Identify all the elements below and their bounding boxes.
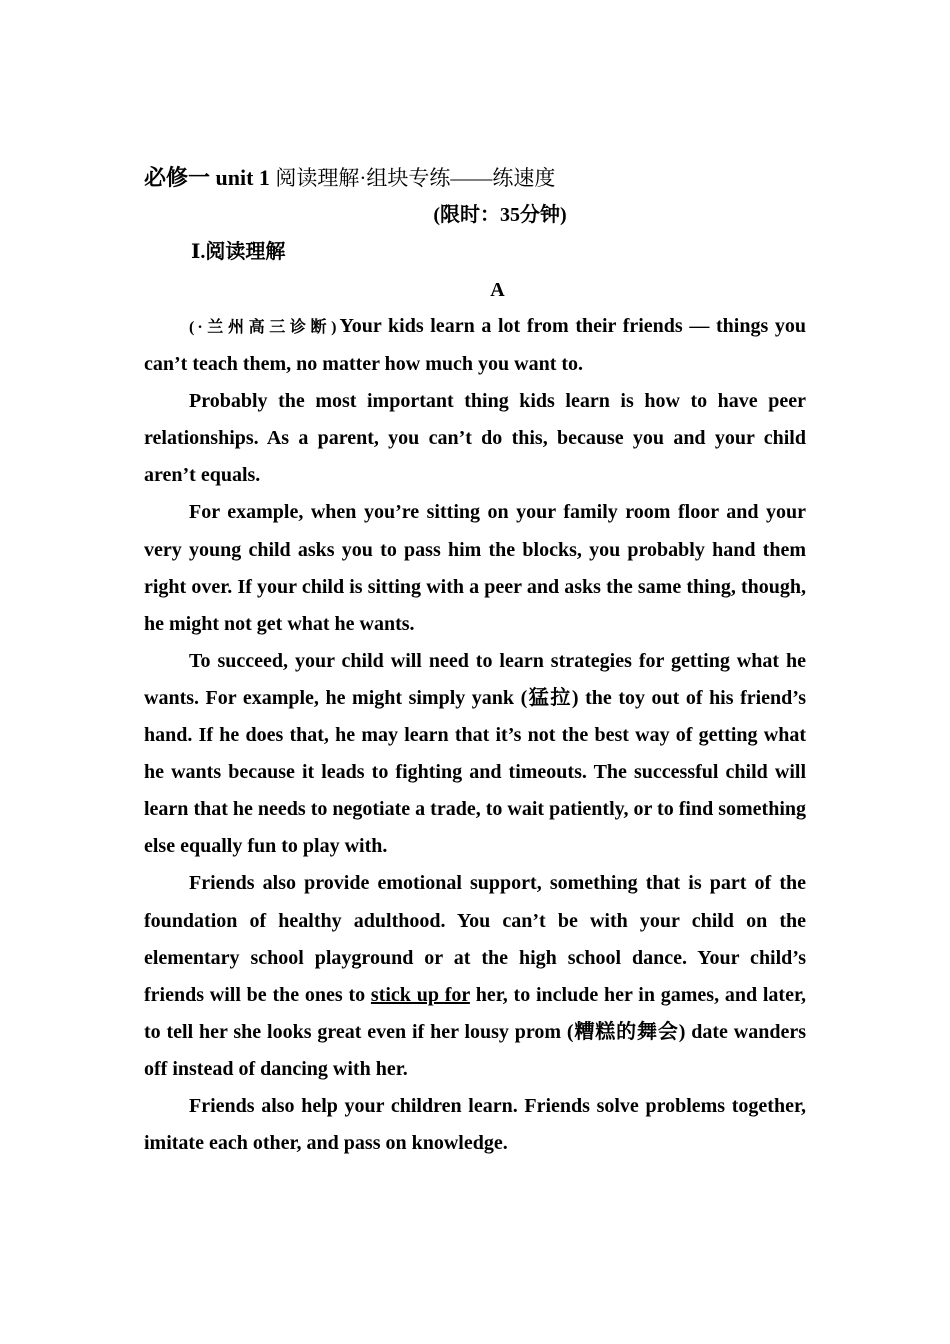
- paragraph-5: [144, 865, 806, 1088]
- underlined-phrase: stick up for: [370, 983, 470, 1006]
- section-heading: Ⅰ.阅读理解: [191, 241, 286, 263]
- passage-source: (·兰州高三诊断): [189, 319, 340, 336]
- paragraph-5-text-after: her, to include her in games, and later, to tell her she looks great even if her lousy prom (糟糕的舞会) date wanders off instead of dancing with her.: [144, 983, 807, 1080]
- document-page: [144, 158, 806, 1162]
- paragraph-3: For example, when you’re sitting on your family room floor and your very young child asks you to pass him the blocks, you probably hand them right over. If your child is sitting with a peer and asks the same thing, though, he might not get what he wants.: [144, 501, 806, 635]
- time-limit: (限时：35分钟): [433, 204, 567, 226]
- document-title: [144, 158, 806, 198]
- title-module-unit: 必修一 unit 1: [144, 165, 270, 190]
- title-topic: 阅读理解·组块专练——练速度: [275, 166, 556, 190]
- paragraph-1: [144, 308, 806, 383]
- passage-label: A: [490, 279, 505, 301]
- paragraph-1-text: Your kids learn a lot from their friends — things you can’t teach them, no matter how much you want to.: [144, 315, 806, 376]
- paragraph-4: To succeed, your child will need to learn strategies for getting what he wants. For example, he might simply yank (猛拉) the toy out of his friend’s hand. If he does that, he may learn that it’s not the best way of getting what he wants because it leads to fighting and timeouts. The successful child will learn that he needs to negotiate a trade, to wait patiently, or to find something else equally fun to play with.: [144, 649, 806, 858]
- paragraph-5-text-before: Friends also provide emotional support, something that is part of the foundation of healthy adulthood. You can’t be with your child on the elementary school playground or at the high school dance. Your child’s friends will be the ones to: [144, 872, 806, 1006]
- paragraph-2: Probably the most important thing kids learn is how to have peer relationships. As a parent, you can’t do this, because you and your child aren’t equals.: [144, 390, 806, 487]
- paragraph-6: Friends also help your children learn. Friends solve problems together, imitate each other, and pass on knowledge.: [144, 1094, 806, 1155]
